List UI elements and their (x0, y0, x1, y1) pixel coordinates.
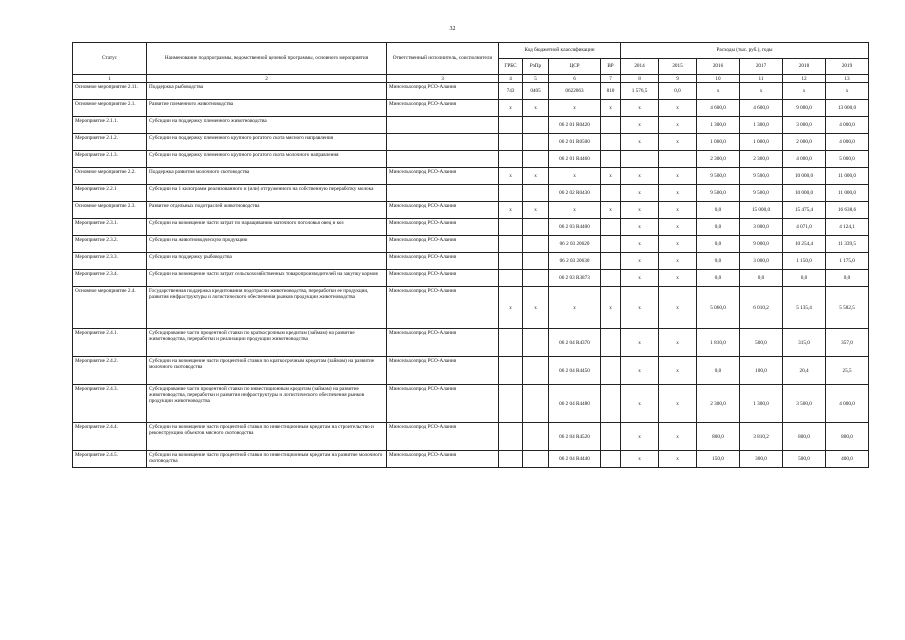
table-body (73, 83, 869, 468)
row-value-2016: 9 500,0 (697, 185, 740, 202)
row-csr: х (549, 168, 601, 185)
row-value-2014: х (621, 253, 659, 270)
row-rzpr: х (523, 168, 549, 185)
table-row (73, 451, 869, 468)
row-value-2016: 9 500,0 (697, 168, 740, 185)
row-csr: 06 2 04 R4520 (549, 423, 601, 451)
table-row (73, 287, 869, 329)
row-value-2015: х (659, 385, 697, 423)
row-name: Субсидии на возмещение части процентной ставки по инвестиционным кредитам на развитие молочного скотоводства (147, 451, 387, 468)
table-row (73, 270, 869, 287)
row-value-2015: х (659, 451, 697, 468)
row-executor (387, 185, 499, 202)
header-year: 2018 (783, 59, 826, 75)
row-csr: х (549, 100, 601, 117)
row-value-2016: 0,0 (697, 270, 740, 287)
row-value-2016: 0,0 (697, 202, 740, 219)
row-executor: Минсельхозпрод РСО-Алания (387, 287, 499, 329)
row-executor: Минсельхозпрод РСО-Алания (387, 168, 499, 185)
row-vr (601, 117, 621, 134)
row-value-2014: 1 576,5 (621, 83, 659, 100)
row-name: Субсидии на возмещение части процентной ставки по краткосрочным кредитам (займам) на развитие молочного скотоводства (147, 357, 387, 385)
table-row (73, 151, 869, 168)
row-csr: 06 2 03 R3873 (549, 270, 601, 287)
row-grbs (499, 117, 523, 134)
header-year: 2014 (621, 59, 659, 75)
row-executor: Минсельхозпрод РСО-Алания (387, 100, 499, 117)
row-grbs (499, 423, 523, 451)
row-status: Основное мероприятие 2.11. (73, 83, 147, 100)
column-index: 12 (783, 75, 826, 83)
row-csr: 06 2 03 20620 (549, 236, 601, 253)
row-value-2015 (659, 151, 697, 168)
row-value-2016: 1 000,0 (697, 134, 740, 151)
row-grbs (499, 270, 523, 287)
row-csr: 06 2 02 R0430 (549, 185, 601, 202)
header-year: 2019 (826, 59, 869, 75)
row-value-2016: 4 600,0 (697, 100, 740, 117)
row-status: Мероприятие 2.1.3. (73, 151, 147, 168)
header-year: 2017 (740, 59, 783, 75)
row-value-2018: 2 000,0 (783, 134, 826, 151)
row-csr: 0622063 (549, 83, 601, 100)
header-year: 2015 (659, 59, 697, 75)
row-value-2018: 20,4 (783, 357, 826, 385)
budget-table (72, 42, 869, 468)
row-vr (601, 357, 621, 385)
row-value-2016: 2 300,0 (697, 385, 740, 423)
row-value-2014: х (621, 236, 659, 253)
row-rzpr (523, 134, 549, 151)
row-value-2016: 0,0 (697, 357, 740, 385)
row-csr: х (549, 287, 601, 329)
row-executor: Минсельхозпрод РСО-Алания (387, 253, 499, 270)
row-value-2017: 500,0 (740, 329, 783, 357)
row-value-2017: 300,0 (740, 451, 783, 468)
row-name: Развитие отдельных подотраслей животноводства (147, 202, 387, 219)
row-name: Субсидии на 1 килограмм реализованного и (или) отгруженного на собственную переработку молока (147, 185, 387, 202)
row-value-2016: 0,0 (697, 219, 740, 236)
row-grbs (499, 151, 523, 168)
row-vr (601, 385, 621, 423)
row-value-2018: х (783, 83, 826, 100)
row-value-2018: 3 500,0 (783, 385, 826, 423)
row-status: Мероприятие 2.4.5. (73, 451, 147, 468)
row-name: Субсидии на возмещение части процентной ставки по инвестиционным кредитам на строительство и реконструкцию объектов мясного скотоводства (147, 423, 387, 451)
row-value-2014: х (621, 185, 659, 202)
row-name: Субсидии на поддержку рыбоводства (147, 253, 387, 270)
header-expenses: Расходы (тыс. руб.), годы (621, 43, 869, 59)
row-vr: х (601, 202, 621, 219)
row-grbs (499, 329, 523, 357)
row-value-2016: 150,0 (697, 451, 740, 468)
row-value-2019: 4 000,0 (826, 117, 869, 134)
column-index: 6 (549, 75, 601, 83)
row-value-2019: 0,0 (826, 270, 869, 287)
row-value-2015: х (659, 357, 697, 385)
row-grbs (499, 236, 523, 253)
row-grbs: х (499, 100, 523, 117)
row-value-2015: х (659, 202, 697, 219)
table-row (73, 83, 869, 100)
row-status: Мероприятие 2.3.2. (73, 236, 147, 253)
row-name: Субсидии на поддержку племенного крупного рогатого скота мясного направления (147, 134, 387, 151)
row-value-2018: 4 000,0 (783, 151, 826, 168)
row-executor: Минсельхозпрод РСО-Алания (387, 385, 499, 423)
row-grbs (499, 385, 523, 423)
row-executor: Минсельхозпрод РСО-Алания (387, 202, 499, 219)
row-value-2019: 800,0 (826, 423, 869, 451)
table-row (73, 134, 869, 151)
row-name: Поддержка развития молочного скотоводства (147, 168, 387, 185)
column-index: 7 (601, 75, 621, 83)
row-value-2019: 11 000,0 (826, 168, 869, 185)
table-row (73, 219, 869, 236)
row-status: Основное мероприятие 2.3. (73, 202, 147, 219)
row-value-2017: 2 300,0 (740, 151, 783, 168)
row-value-2016: 0,0 (697, 253, 740, 270)
row-name: Субсидирование части процентной ставки по инвестиционным кредитам (займам) на развитие животноводства, переработки и развития инфраструктуры и логистического обеспечения рынков продукции животноводства (147, 385, 387, 423)
row-rzpr (523, 253, 549, 270)
row-vr (601, 451, 621, 468)
row-rzpr: х (523, 100, 549, 117)
row-vr (601, 151, 621, 168)
table-row (73, 185, 869, 202)
row-csr: 06 2 04 R4440 (549, 451, 601, 468)
row-value-2015: х (659, 423, 697, 451)
column-index: 9 (659, 75, 697, 83)
row-rzpr (523, 117, 549, 134)
row-value-2015: х (659, 219, 697, 236)
row-grbs (499, 451, 523, 468)
row-value-2014: х (621, 329, 659, 357)
row-value-2014: х (621, 451, 659, 468)
row-status: Мероприятие 2.3.3. (73, 253, 147, 270)
row-executor: Минсельхозпрод РСО-Алания (387, 357, 499, 385)
row-vr (601, 253, 621, 270)
row-value-2018: 10 254,4 (783, 236, 826, 253)
row-rzpr (523, 451, 549, 468)
row-value-2016: 1 300,0 (697, 117, 740, 134)
row-value-2014: х (621, 202, 659, 219)
row-value-2019: 400,0 (826, 451, 869, 468)
row-value-2018: 800,0 (783, 423, 826, 451)
header-vr: ВР (601, 59, 621, 75)
row-value-2014: х (621, 100, 659, 117)
row-value-2019: 357,0 (826, 329, 869, 357)
column-index: 11 (740, 75, 783, 83)
row-value-2015: 0,0 (659, 83, 697, 100)
column-index: 8 (621, 75, 659, 83)
row-value-2014: х (621, 423, 659, 451)
header-grbs: ГРБС (499, 59, 523, 75)
row-value-2017: 3 000,0 (740, 253, 783, 270)
row-grbs (499, 219, 523, 236)
row-rzpr (523, 236, 549, 253)
table-row (73, 100, 869, 117)
row-name: Субсидии на поддержку племенного крупного рогатого скота молочного направления (147, 151, 387, 168)
row-status: Мероприятие 2.4.2. (73, 357, 147, 385)
row-vr (601, 134, 621, 151)
row-value-2019: 25,5 (826, 357, 869, 385)
row-value-2014: х (621, 219, 659, 236)
row-status: Основное мероприятие 2.2. (73, 168, 147, 185)
table-row (73, 168, 869, 185)
row-grbs: 743 (499, 83, 523, 100)
row-name: Субсидии на поддержку племенного животноводства (147, 117, 387, 134)
row-value-2018: 3 000,0 (783, 117, 826, 134)
row-value-2015: х (659, 168, 697, 185)
row-csr: 06 2 04 R4450 (549, 357, 601, 385)
row-executor: Минсельхозпрод РСО-Алания (387, 219, 499, 236)
row-value-2019: 16 638,6 (826, 202, 869, 219)
row-value-2017: х (740, 83, 783, 100)
row-csr: 06 2 03 R4400 (549, 219, 601, 236)
row-value-2016: 2 300,0 (697, 151, 740, 168)
row-executor: Минсельхозпрод РСО-Алания (387, 270, 499, 287)
row-rzpr (523, 385, 549, 423)
row-value-2016: 800,0 (697, 423, 740, 451)
row-grbs (499, 253, 523, 270)
row-value-2014: х (621, 134, 659, 151)
row-value-2017: 9 000,0 (740, 236, 783, 253)
row-value-2015: х (659, 100, 697, 117)
table-row (73, 117, 869, 134)
row-vr (601, 219, 621, 236)
row-status: Мероприятие 2.4.4. (73, 423, 147, 451)
table-row (73, 423, 869, 451)
row-value-2017: 9 500,0 (740, 185, 783, 202)
row-value-2017: 100,0 (740, 357, 783, 385)
header-csr: ЦСР (549, 59, 601, 75)
row-grbs (499, 357, 523, 385)
row-csr: х (549, 202, 601, 219)
row-value-2016: 0,0 (697, 236, 740, 253)
row-value-2017: 1 300,0 (740, 117, 783, 134)
row-value-2017: 1 300,0 (740, 385, 783, 423)
row-status: Мероприятие 2.3.1. (73, 219, 147, 236)
row-grbs: х (499, 202, 523, 219)
row-value-2014: х (621, 357, 659, 385)
row-name: Развитие племенного животноводства (147, 100, 387, 117)
table-row (73, 253, 869, 270)
row-grbs: х (499, 287, 523, 329)
row-csr: 06 2 04 R4370 (549, 329, 601, 357)
row-value-2018: 4 071,0 (783, 219, 826, 236)
table-row (73, 385, 869, 423)
row-executor: Минсельхозпрод РСО-Алания (387, 329, 499, 357)
row-value-2018: 10 000,0 (783, 168, 826, 185)
row-name: Государственная поддержка кредитования подотрасли животноводства, переработки ее продукции, развития инфраструктуры и логистического обеспечения рынков продукции животноводства (147, 287, 387, 329)
row-status: Мероприятие 2.3.4. (73, 270, 147, 287)
row-executor (387, 151, 499, 168)
row-rzpr: 0405 (523, 83, 549, 100)
row-value-2017: 3 000,0 (740, 219, 783, 236)
row-vr: х (601, 168, 621, 185)
row-executor (387, 117, 499, 134)
row-csr: 06 2 01 R4460 (549, 151, 601, 168)
row-vr (601, 329, 621, 357)
row-executor: Минсельхозпрод РСО-Алания (387, 83, 499, 100)
row-value-2018: 9 000,0 (783, 100, 826, 117)
column-index: 5 (523, 75, 549, 83)
row-value-2015: х (659, 329, 697, 357)
header-rzpr: РзПр (523, 59, 549, 75)
row-csr: 06 2 01 R0500 (549, 134, 601, 151)
row-value-2015: х (659, 253, 697, 270)
row-csr: 06 2 01 R0420 (549, 117, 601, 134)
row-status: Основное мероприятие 2.4. (73, 287, 147, 329)
table-row (73, 236, 869, 253)
header-executor: Ответственный исполнитель, соисполнители (387, 43, 499, 75)
row-value-2014: х (621, 270, 659, 287)
row-name: Субсидии на возмещение части затрат по наращиванию маточного поголовья овец и коз (147, 219, 387, 236)
row-value-2016: 1 810,0 (697, 329, 740, 357)
row-status: Мероприятие 2.4.3. (73, 385, 147, 423)
header-name: Наименование подпрограммы, ведомственной целевой программы, основного мероприятия (147, 43, 387, 75)
row-rzpr (523, 357, 549, 385)
row-value-2019: 13 000,0 (826, 100, 869, 117)
row-rzpr (523, 423, 549, 451)
row-value-2015: х (659, 185, 697, 202)
header-budget-codes: Код бюджетной классификации (499, 43, 621, 59)
row-vr: х (601, 287, 621, 329)
row-name: Поддержка рыбоводства (147, 83, 387, 100)
row-grbs: х (499, 168, 523, 185)
row-value-2017: 3 810,2 (740, 423, 783, 451)
row-executor: Минсельхозпрод РСО-Алания (387, 451, 499, 468)
row-rzpr (523, 270, 549, 287)
row-rzpr (523, 185, 549, 202)
table-row (73, 202, 869, 219)
row-status: Мероприятие 2.1.1. (73, 117, 147, 134)
row-value-2019: 11 339,5 (826, 236, 869, 253)
row-vr: х (601, 100, 621, 117)
row-value-2018: 0,0 (783, 270, 826, 287)
row-value-2019: 5 582,5 (826, 287, 869, 329)
row-value-2015: х (659, 287, 697, 329)
row-value-2014: х (621, 287, 659, 329)
row-vr (601, 423, 621, 451)
row-value-2018: 1 150,0 (783, 253, 826, 270)
row-rzpr (523, 329, 549, 357)
row-status: Мероприятие 2.4.1. (73, 329, 147, 357)
row-rzpr: х (523, 202, 549, 219)
row-value-2019: х (826, 83, 869, 100)
row-value-2016: х (697, 83, 740, 100)
row-vr (601, 236, 621, 253)
row-value-2019: 11 000,0 (826, 185, 869, 202)
table-row (73, 329, 869, 357)
row-value-2019: 4 124,1 (826, 219, 869, 236)
row-name: Субсидирование части процентной ставки по краткосрочным кредитам (займам) на развитие животноводства, переработки и реализации продукции животноводства (147, 329, 387, 357)
column-index: 10 (697, 75, 740, 83)
table-row (73, 357, 869, 385)
row-name: Субсидии на животноводческую продукцию (147, 236, 387, 253)
row-value-2019: 1 175,0 (826, 253, 869, 270)
row-value-2015: х (659, 270, 697, 287)
row-name: Субсидии на возмещение части затрат сельскохозяйственных товаропроизводителей на закупку кормов (147, 270, 387, 287)
row-value-2015: х (659, 117, 697, 134)
row-executor: Минсельхозпрод РСО-Алания (387, 423, 499, 451)
row-grbs (499, 134, 523, 151)
row-value-2018: 5 135,4 (783, 287, 826, 329)
column-index: 3 (387, 75, 499, 83)
row-value-2014 (621, 151, 659, 168)
column-index: 4 (499, 75, 523, 83)
row-value-2017: 0,0 (740, 270, 783, 287)
row-value-2017: 15 000,0 (740, 202, 783, 219)
row-csr: 06 2 04 R4480 (549, 385, 601, 423)
row-value-2014: х (621, 385, 659, 423)
row-value-2015: х (659, 236, 697, 253)
row-rzpr: х (523, 287, 549, 329)
row-value-2019: 4 000,0 (826, 134, 869, 151)
row-value-2018: 10 000,0 (783, 185, 826, 202)
column-index: 1 (73, 75, 147, 83)
column-index: 13 (826, 75, 869, 83)
row-value-2017: 6 010,2 (740, 287, 783, 329)
column-index-row (73, 75, 869, 83)
row-status: Мероприятие 2.2.1 (73, 185, 147, 202)
row-executor: Минсельхозпрод РСО-Алания (387, 236, 499, 253)
row-value-2017: 9 500,0 (740, 168, 783, 185)
row-value-2014: х (621, 168, 659, 185)
row-rzpr (523, 219, 549, 236)
row-value-2014: х (621, 117, 659, 134)
row-vr (601, 185, 621, 202)
row-value-2019: 5 000,0 (826, 151, 869, 168)
row-value-2016: 5 060,0 (697, 287, 740, 329)
row-value-2017: 4 600,0 (740, 100, 783, 117)
row-grbs (499, 185, 523, 202)
row-executor (387, 134, 499, 151)
row-status: Мероприятие 2.1.2. (73, 134, 147, 151)
header-year: 2016 (697, 59, 740, 75)
row-rzpr (523, 151, 549, 168)
row-vr: 810 (601, 83, 621, 100)
row-value-2017: 1 000,0 (740, 134, 783, 151)
row-vr (601, 270, 621, 287)
row-csr: 06 2 03 20630 (549, 253, 601, 270)
header-status: Статус (73, 43, 147, 75)
row-value-2018: 500,0 (783, 451, 826, 468)
row-value-2019: 4 000,0 (826, 385, 869, 423)
row-value-2018: 315,0 (783, 329, 826, 357)
row-status: Основное мероприятие 2.1. (73, 100, 147, 117)
page-number: 32 (449, 26, 456, 32)
column-index: 2 (147, 75, 387, 83)
row-value-2018: 15 475,4 (783, 202, 826, 219)
row-value-2015: х (659, 134, 697, 151)
